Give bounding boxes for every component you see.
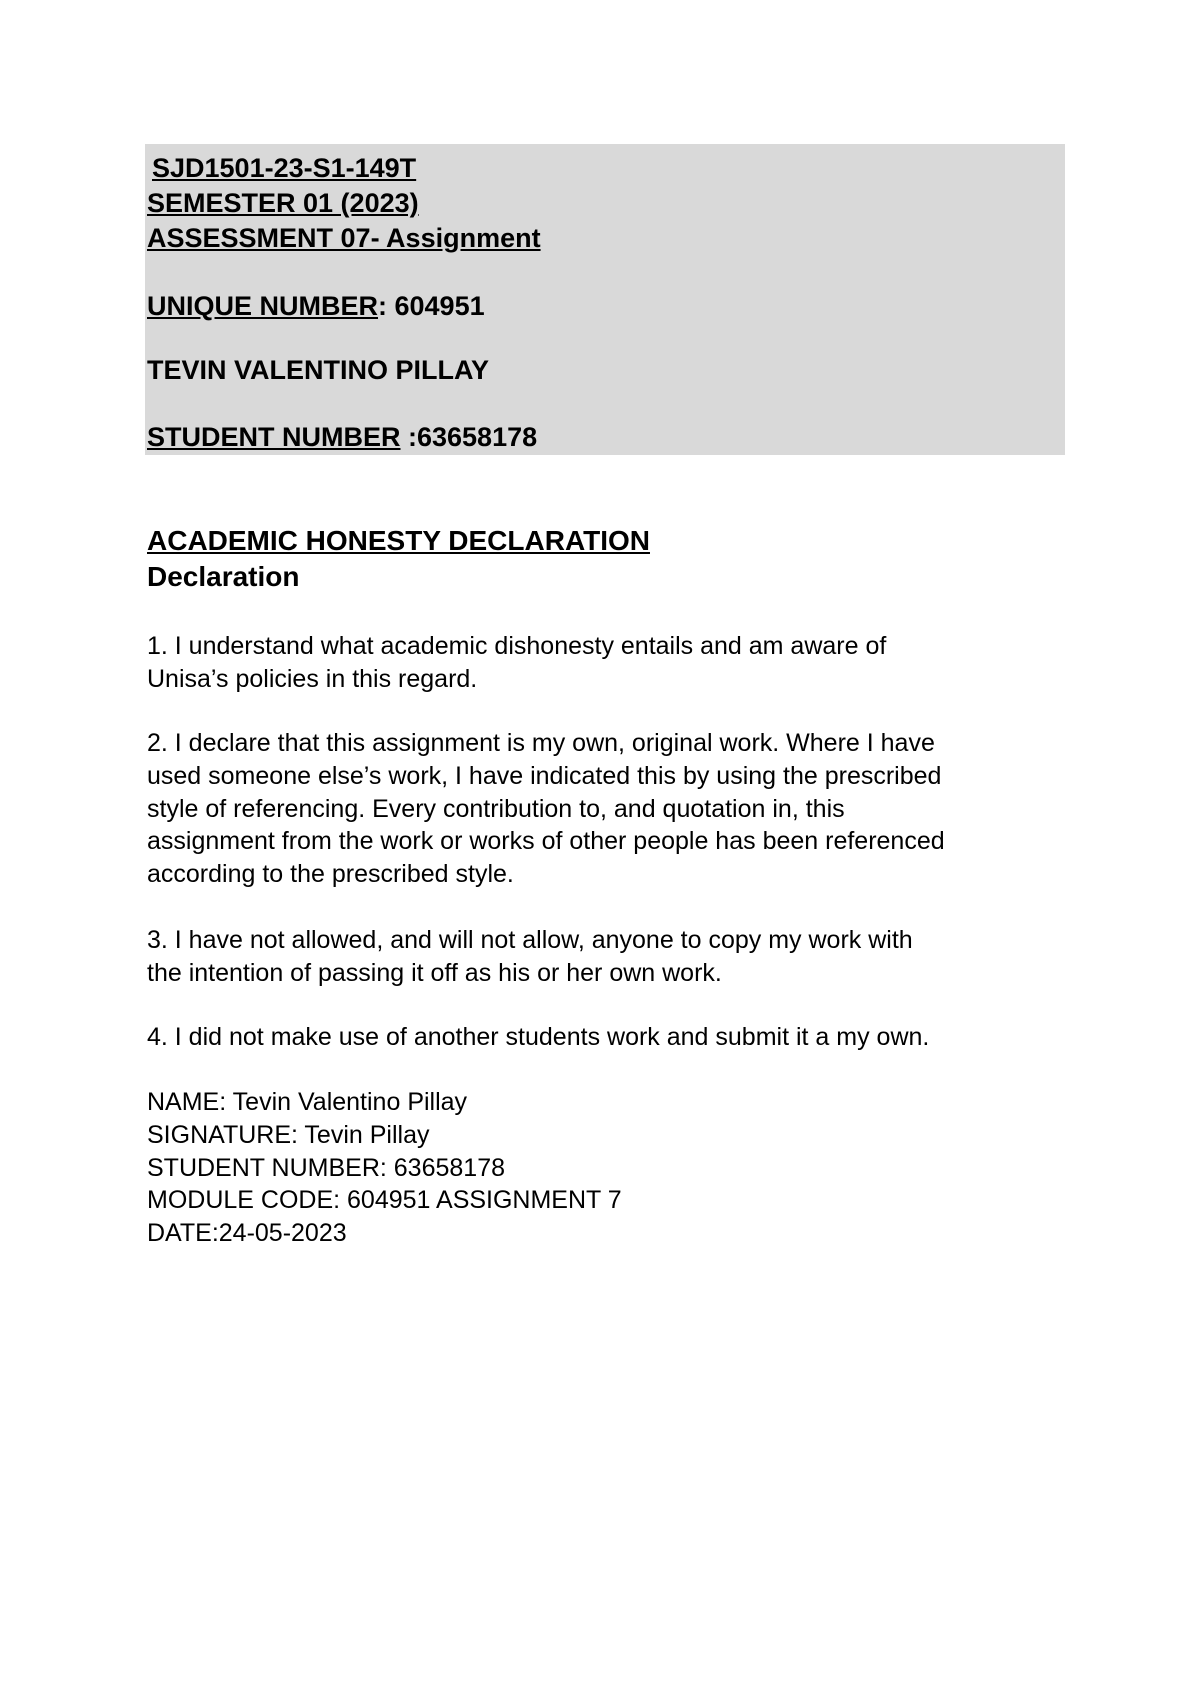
paragraph-line: 4. I did not make use of another students work and submit it a my own. xyxy=(147,1023,930,1051)
student-number-value: :63658178 xyxy=(400,422,538,452)
declaration-paragraph-1 xyxy=(147,630,1067,696)
declaration-paragraph-3 xyxy=(147,924,1067,990)
paragraph-line: the intention of passing it off as his or her own work. xyxy=(147,958,722,987)
paragraph-line: assignment from the work or works of other people has been referenced xyxy=(147,827,945,856)
unique-number-value: : 604951 xyxy=(378,291,485,321)
student-number-line xyxy=(147,421,537,453)
paragraph-line: style of referencing. Every contribution to, and quotation in, this xyxy=(147,794,845,823)
semester-heading: SEMESTER 01 (2023) xyxy=(147,188,419,218)
paragraph-line: 3. I have not allowed, and will not allow, anyone to copy my work with xyxy=(147,926,913,954)
declaration-title: ACADEMIC HONESTY DECLARATION xyxy=(147,525,650,556)
declaration-subtitle: Declaration xyxy=(147,561,300,592)
student-number-label: STUDENT NUMBER xyxy=(147,422,401,452)
signoff-signature: SIGNATURE: Tevin Pillay xyxy=(147,1120,430,1149)
paragraph-line: according to the prescribed style. xyxy=(147,860,514,889)
signoff-block xyxy=(147,1086,622,1250)
unique-number-line xyxy=(147,290,485,322)
signoff-name: NAME: Tevin Valentino Pillay xyxy=(147,1088,468,1116)
paragraph-line: 1. I understand what academic dishonesty entails and am aware of xyxy=(147,632,887,660)
declaration-paragraph-2 xyxy=(147,727,1067,891)
unique-number-label: UNIQUE NUMBER xyxy=(147,291,379,321)
student-name-heading: TEVIN VALENTINO PILLAY xyxy=(147,355,490,385)
module-code-heading: SJD1501-23-S1-149T xyxy=(152,153,417,183)
declaration-paragraph-4 xyxy=(147,1021,1067,1054)
signoff-date: DATE:24-05-2023 xyxy=(147,1219,347,1248)
paragraph-line: Unisa’s policies in this regard. xyxy=(147,664,478,693)
signoff-student-number: STUDENT NUMBER: 63658178 xyxy=(147,1153,506,1182)
paragraph-line: 2. I declare that this assignment is my own, original work. Where I have xyxy=(147,729,935,757)
signoff-module-code: MODULE CODE: 604951 ASSIGNMENT 7 xyxy=(147,1186,622,1215)
assessment-heading: ASSESSMENT 07- Assignment xyxy=(147,223,541,253)
paragraph-line: used someone else’s work, I have indicated this by using the prescribed xyxy=(147,761,942,790)
